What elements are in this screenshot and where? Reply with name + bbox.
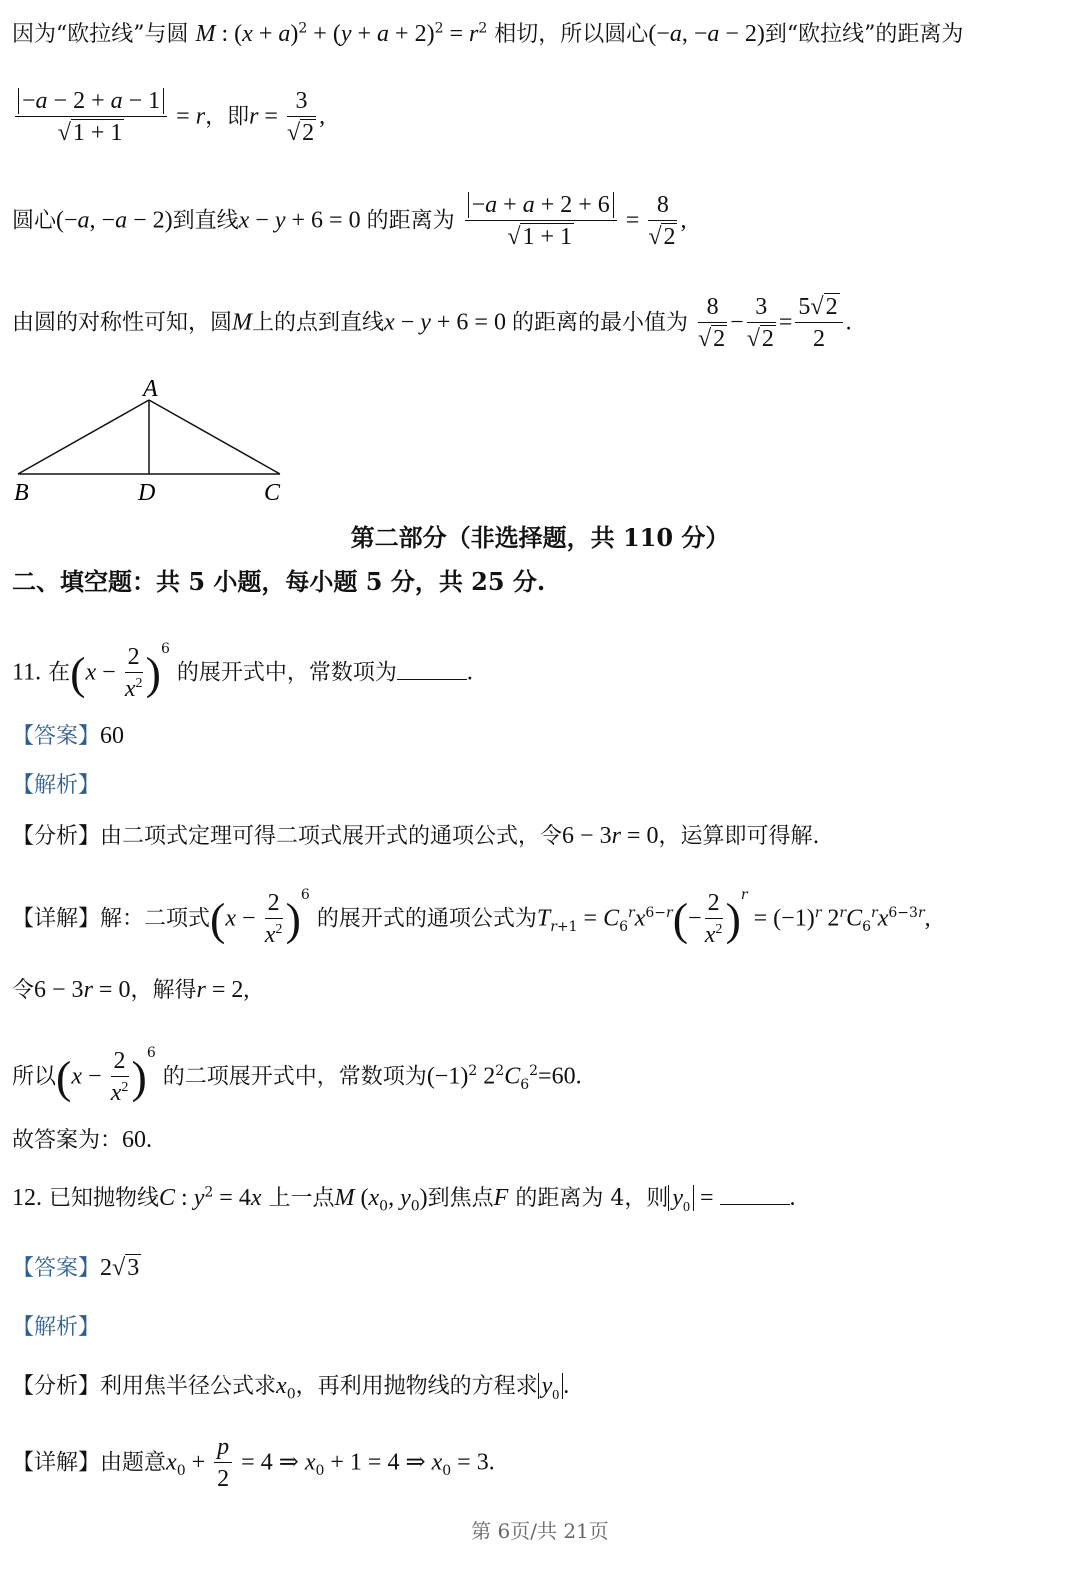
text: ，运算即可得解. xyxy=(658,824,820,849)
answer-label: 【答案】 xyxy=(12,724,101,749)
question-12: 12. 已知抛物线C : $y^2 = 4x$ 上一点M ($x_0$, $y_0$)到焦点F 的距离为 4，则 $y_0$ = . xyxy=(12,1184,796,1215)
fraction-2-over-x2: $\frac{2}{x^2}$ xyxy=(704,890,723,948)
text: ，即 xyxy=(205,104,250,130)
fraction-2-over-x2: $\frac{2}{x^2}$ xyxy=(124,644,143,702)
text: 解：二项式 xyxy=(100,906,211,932)
distance-fraction: $\frac{-a - 2 + a - 1}{√1 + 1}$ xyxy=(15,86,167,149)
fenxi-label: 【分析】 xyxy=(12,1374,101,1399)
q11-analysis-label: 【解析】 xyxy=(12,773,101,798)
text: 到“欧拉线”的距离为 xyxy=(764,22,964,47)
text: 已知抛物线 xyxy=(49,1186,160,1211)
text: 到焦点 xyxy=(427,1186,494,1211)
q11-fenxi: 【分析】由二项式定理可得二项式展开式的通项公式，令6 − 3r = 0，运算即可得解. xyxy=(12,823,820,849)
text: 所以 xyxy=(12,1064,57,1090)
vertex-a-label: A xyxy=(143,376,158,402)
text: 相切，所以圆心 xyxy=(494,22,649,47)
answer-label: 【答案】 xyxy=(12,1256,101,1281)
solution-line-3: 圆心(−a, −a − 2)到直线x − y + 6 = 0 的距离为 $\frac{-a + a + 2 + 6}{√1 + 1}$ = $\frac{8}{√2}$ , xyxy=(12,190,686,253)
vertex-b-label: B xyxy=(14,480,29,506)
text: 的展开式中，常数项为 xyxy=(176,660,397,686)
answer-blank xyxy=(397,659,467,680)
page-footer: 第 6页/共 21页 xyxy=(471,1519,609,1543)
fraction-5sqrt2-2: $\frac{5√2}{2}$ xyxy=(795,292,842,355)
text: ，解得 xyxy=(130,978,197,1003)
text: 故答案为： xyxy=(12,1128,123,1153)
text: 圆心 xyxy=(12,208,57,234)
answer-value: 60 xyxy=(100,723,125,749)
text: 在 xyxy=(48,660,71,686)
solution-line-1: 因为“欧拉线”与圆 M : $(x + a)^2 + (y + a + 2)^2 = r^2$ 相切，所以圆心(−a, −a − 2)到“欧拉线”的距离为 xyxy=(12,20,964,47)
text: 上一点 xyxy=(268,1186,335,1211)
q11-constant-term: 所以(x − $\frac{2}{x^2}$ )$^6$ 的二项展开式中，常数项为$(-1)^2$ $2^2C_6^2=60$. xyxy=(12,1046,582,1109)
text: 令 xyxy=(12,978,35,1003)
text: 的展开式的通项公式为 xyxy=(316,906,537,932)
circle-equation: M xyxy=(195,21,216,47)
vertex-c-label: C xyxy=(264,480,281,506)
text: 由二项式定理可得二项式展开式的通项公式，令 xyxy=(100,824,563,849)
q11-final: 故答案为：60. xyxy=(12,1127,153,1153)
solution-line-2: $\frac{-a - 2 + a - 1}{√1 + 1}$ = r，即r = $\frac{3}{√2}$ , xyxy=(12,86,325,149)
circle-center: (−a, −a − 2) xyxy=(648,21,765,47)
final-answer: 60 xyxy=(122,1127,147,1153)
text: 到直线 xyxy=(172,208,239,234)
text: 上的点到直线 xyxy=(252,310,385,336)
part2-title: 第二部分（非选择题，共 110 分） xyxy=(350,523,730,552)
answer-blank xyxy=(720,1184,790,1205)
question-number: 11. xyxy=(12,659,42,686)
text: 的二项展开式中，常数项为 xyxy=(162,1064,427,1090)
center-line-distance: $\frac{-a + a + 2 + 6}{√1 + 1}$ xyxy=(465,190,617,253)
xiangjie-label: 【详解】 xyxy=(12,906,101,932)
fraction-2-over-x2: $\frac{2}{x^2}$ xyxy=(110,1048,129,1106)
q12-fenxi: 【分析】利用焦半径公式求$x_0$，再利用抛物线的方程求 $y_0$ . xyxy=(12,1373,570,1403)
question-11: 11. 在(x − $\frac{2}{x^2}$ )$^6$ 的展开式中，常数项为 . xyxy=(12,642,473,705)
xiangjie-label: 【详解】 xyxy=(12,1450,101,1476)
text: 的距离的最小值为 xyxy=(511,310,688,336)
fraction-8-sqrt2: $\frac{8}{√2}$ xyxy=(648,192,676,250)
question-number: 12. xyxy=(12,1185,42,1211)
radius-fraction: $\frac{3}{√2}$ xyxy=(286,88,315,146)
fraction-p-over-2: $\frac{p}{2}$ xyxy=(214,1432,232,1495)
answer-value: 2 xyxy=(100,1255,113,1281)
text: 利用焦半径公式求 xyxy=(100,1374,277,1399)
text: 的距离为 xyxy=(366,208,455,234)
q11-xiangjie: 【详解】解：二项式(x − $\frac{2}{x^2}$ )$^6$ 的展开式的通项公式为$T_{r+1} = C_6^rx^{6-r}(-$ $\frac{2}{x^2}$ )$^r = (-1)^r$ $2^rC_6^rx^{6-3r}$, xyxy=(12,888,931,951)
fenxi-label: 【分析】 xyxy=(12,824,101,849)
text: ，再利用抛物线的方程求 xyxy=(295,1374,538,1399)
text: 因为“欧拉线”与圆 xyxy=(12,22,189,47)
triangle-figure xyxy=(10,372,310,508)
text: 由圆的对称性可知，圆 xyxy=(12,310,233,336)
fraction-3-sqrt2: $\frac{3}{√2}$ xyxy=(746,294,774,352)
text: 由题意 xyxy=(100,1450,167,1476)
text: 的距离为 4，则 xyxy=(515,1186,669,1211)
q12-xiangjie: 【详解】由题意$x_0$ + $\frac{p}{2}$ = 4 ⇒ $x_0 + 1 = 4$ ⇒ $x_0 = 3$. xyxy=(12,1432,495,1495)
q11-answer xyxy=(12,722,124,751)
section2-title: 二、填空题：共 5 小题，每小题 5 分，共 25 分. xyxy=(12,567,546,596)
vertex-d-label: D xyxy=(138,480,156,506)
answer-radicand: 3 xyxy=(127,1255,140,1281)
q12-answer: 【答案】2√3 xyxy=(12,1255,140,1281)
q12-analysis-label: 【解析】 xyxy=(12,1315,101,1340)
min-distance-expression: $\frac{8}{√2}$ xyxy=(697,294,726,352)
solution-line-4: 由圆的对称性可知，圆M上的点到直线x − y + 6 = 0 的距离的最小值为 $\frac{8}{√2}$ − $\frac{3}{√2}$ = $\frac{5√2}{2}$ . xyxy=(12,292,852,355)
fraction-2-over-x2: $\frac{2}{x^2}$ xyxy=(264,890,283,948)
q11-solve-r: 令6 − 3r = 0，解得r = 2, xyxy=(12,977,250,1003)
